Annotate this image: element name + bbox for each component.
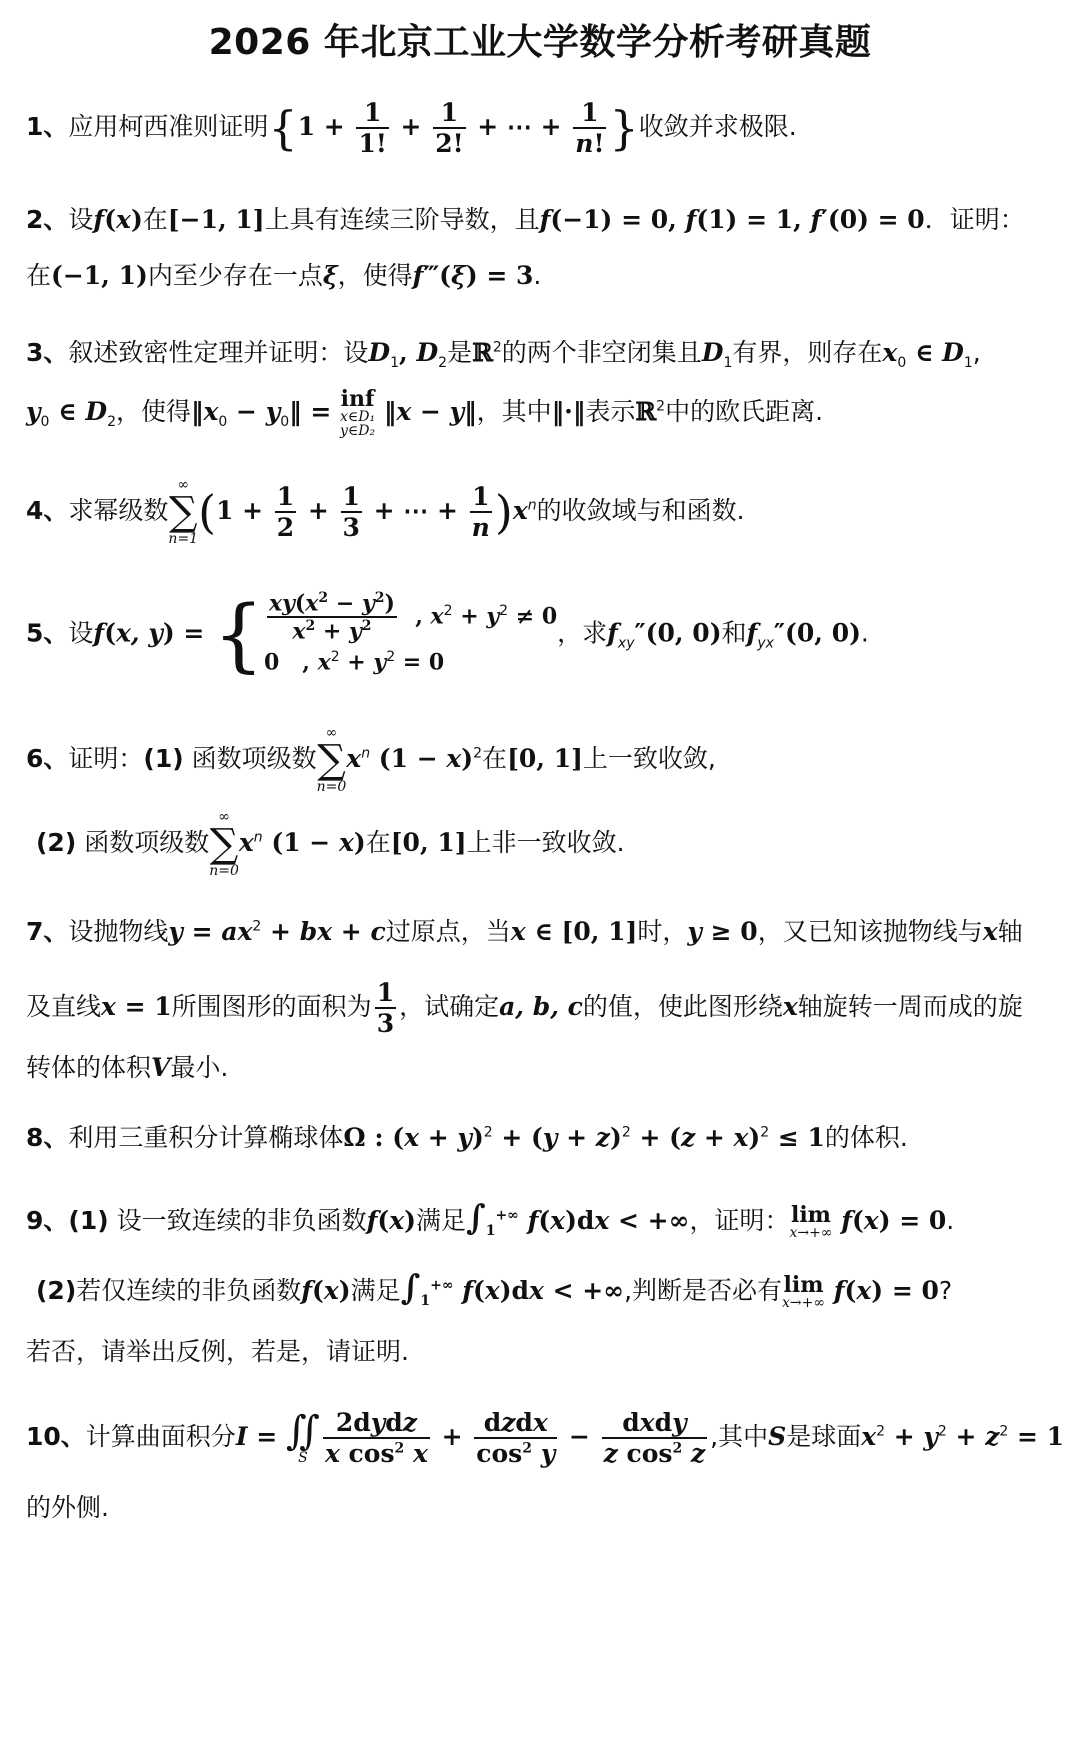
- question-1: 1、应用柯西准则证明{1 + $\frac{1}{1!}$ + $\frac{1}{2!}$ + ⋯ + $\frac{1}{n!}$ }收敛并求极限.: [26, 98, 797, 158]
- question-7-cont2: 转体的体积V最小.: [26, 1053, 229, 1082]
- page-title: 2026 年北京工业大学数学分析考研真题: [208, 22, 872, 63]
- question-text: 设一致连续的非负函数: [116, 1206, 367, 1235]
- question-text: 上非一致收敛.: [466, 828, 625, 857]
- question-text: 是球面: [786, 1422, 862, 1451]
- question-10-cont: [26, 1488, 1066, 1524]
- question-text: 若否，请举出反例，若是，请证明.: [26, 1337, 409, 1366]
- question-text: 证明：: [68, 744, 144, 773]
- question-text: 设: [68, 205, 94, 234]
- question-number: 4、: [26, 496, 69, 525]
- question-7: 7、设抛物线$y = ax^2$ + bx + c过原点，当x ∈ [0, 1]时，y ≥ 0，又已知该抛物线与x轴: [26, 917, 1023, 946]
- question-2-cont: 在(−1, 1)内至少存在一点ξ，使得f‴(ξ) = 3.: [26, 261, 542, 290]
- question-9-cont: [26, 1332, 1066, 1368]
- question-3-cont: $y_0$ ∈ $D_2$，使得$‖x_0$ − $y_0‖$ = inf x∈D₁ y∈D₂ ‖x − y‖，其中‖·‖表示ℝ$^2$中的欧氏距离.: [26, 386, 824, 439]
- question-9-part2: (2)若仅连续的非负函数f(x)满足$\int_1^{+\infty}$ f(x)dx < +∞,判断是否必有 lim x→+∞ f(x) = 0?: [36, 1268, 953, 1311]
- question-text: ．证明：: [924, 205, 1025, 234]
- question-text: 所围图形的面积为: [171, 992, 372, 1021]
- question-number: 8、: [26, 1123, 69, 1152]
- question-text: 在: [365, 828, 391, 857]
- question-text: 若仅连续的非负函数: [76, 1276, 302, 1305]
- question-2: 2、设f(x)在[−1, 1]上具有连续三阶导数，且f(−1) = 0, f(1) = 1, f′(0) = 0．证明：: [26, 205, 1025, 234]
- question-text: 最小.: [170, 1053, 229, 1082]
- question-text: 满足: [350, 1276, 401, 1305]
- question-text: 求幂级数: [68, 496, 169, 525]
- part-label: (2): [36, 828, 77, 857]
- question-text: 设抛物线: [68, 917, 169, 946]
- question-text: 设: [68, 618, 94, 648]
- question-text: 函数项级数: [84, 828, 210, 857]
- question-7-cont: 及直线x = 1所围图形的面积为 $\frac{1}{3}$ ，试确定a, b, c的值，使此图形绕x轴旋转一周而成的旋: [26, 978, 1023, 1038]
- question-text: 计算曲面积分: [85, 1422, 236, 1451]
- question-text: 过原点，当: [385, 917, 511, 946]
- question-4: 4、求幂级数 ∞ ∑ n=1 (1 + $\frac{1}{2}$ + $\frac{1}{3}$ + ⋯ + $\frac{1}{n}$ )$x^n$的收敛域与和函数.: [26, 477, 745, 547]
- part-label: (1): [68, 1206, 109, 1235]
- question-text: 时，: [637, 917, 688, 946]
- question-text: 的两个非空闭集且: [501, 338, 702, 367]
- question-text: 有界，则存在: [732, 338, 883, 367]
- question-text: 的收敛域与和函数.: [536, 496, 745, 525]
- question-9: 9、(1) 设一致连续的非负函数f(x)满足$\int_1^{+\infty}$ f(x)dx < +∞，证明： lim x→+∞ f(x) = 0.: [26, 1198, 955, 1241]
- question-6: 6、证明：(1) 函数项级数 ∞ ∑ n=0 $x^n$ $(1 - x)^2$在[0, 1]上一致收敛,: [26, 725, 716, 795]
- question-text: 是: [447, 338, 473, 367]
- question-text: 在: [142, 205, 168, 234]
- question-8: 8、利用三重积分计算椭球体Ω : $(x + y)^2 + (y + z)^2 + (z + x)^2 \le 1$的体积.: [26, 1123, 908, 1152]
- question-text: 内至少存在一点: [147, 261, 323, 290]
- question-number: 9、: [26, 1206, 69, 1235]
- question-text: ，使得: [337, 261, 413, 290]
- question-text: 上一致收敛,: [582, 744, 716, 773]
- question-text: 和: [721, 618, 747, 648]
- question-text: 轴: [997, 917, 1023, 946]
- question-text: ,判断是否必有: [624, 1276, 783, 1305]
- question-text: 及直线: [26, 992, 102, 1021]
- question-text: 在: [482, 744, 508, 773]
- question-text: 满足: [415, 1206, 466, 1235]
- question-number: 7、: [26, 917, 69, 946]
- question-number: 1、: [26, 112, 69, 141]
- question-6-part2: (2) 函数项级数 ∞ ∑ n=0 $x^n$ (1 − x)在[0, 1]上非一致收敛.: [36, 809, 625, 879]
- question-number: 6、: [26, 744, 69, 773]
- question-text: ,其中: [710, 1422, 769, 1451]
- question-5: 5、设f(x, y) = { $\frac{xy(x^2 - y^2)}{x^2 + y^2}$ , $x^2 + y^2 \ne 0$ 0 , $x^2 + y^2 = 0$ ，求$f_{xy}''(0$, 0)和$f_{yx}''(0$, 0).: [26, 588, 869, 681]
- question-text: 转体的体积: [26, 1053, 152, 1082]
- question-number: 10、: [26, 1422, 86, 1451]
- part-label: (1): [143, 744, 184, 773]
- question-number: 3、: [26, 338, 69, 367]
- question-text: 利用三重积分计算椭球体: [68, 1123, 344, 1152]
- question-text: 的外侧.: [26, 1493, 109, 1522]
- question-text: ，求: [557, 618, 608, 648]
- question-3: 3、叙述致密性定理并证明：设$D_1$, $D_2$是ℝ$^2$的两个非空闭集且$D_1$有界，则存在$x_0$ ∈ $D_1$,: [26, 338, 981, 371]
- question-text: 在: [26, 261, 52, 290]
- question-text: 的体积.: [824, 1123, 908, 1152]
- question-text: 上具有连续三阶导数，且: [264, 205, 540, 234]
- question-text: 中的欧氏距离.: [665, 397, 824, 426]
- question-10: 10、计算曲面积分I = ∬ S $\frac{\text{2dydz}}{x \cos^2 x}$ + $\frac{\text{dzdx}}{\cos^2 y}$ − $\frac{\text{dxdy}}{z \cos^2 z}$ ,其中S是球面$x^2 + y^2 + z^2 = 1$: [26, 1408, 1065, 1468]
- question-text: ，又已知该抛物线与: [757, 917, 983, 946]
- question-number: 5、: [26, 618, 69, 648]
- question-text: 表示: [585, 397, 636, 426]
- question-number: 2、: [26, 205, 69, 234]
- question-text: ，证明：: [689, 1206, 790, 1235]
- part-label: (2): [36, 1276, 77, 1305]
- question-text: 轴旋转一周而成的旋: [797, 992, 1023, 1021]
- question-text: ，试确定: [399, 992, 500, 1021]
- question-text: 的值，使此图形绕: [582, 992, 783, 1021]
- question-text: 收敛并求极限.: [638, 112, 797, 141]
- question-text: 应用柯西准则证明: [68, 112, 269, 141]
- question-text: ，其中: [476, 397, 552, 426]
- question-text: 叙述致密性定理并证明：设: [68, 338, 369, 367]
- question-text: 函数项级数: [191, 744, 317, 773]
- question-text: ，使得: [115, 397, 191, 426]
